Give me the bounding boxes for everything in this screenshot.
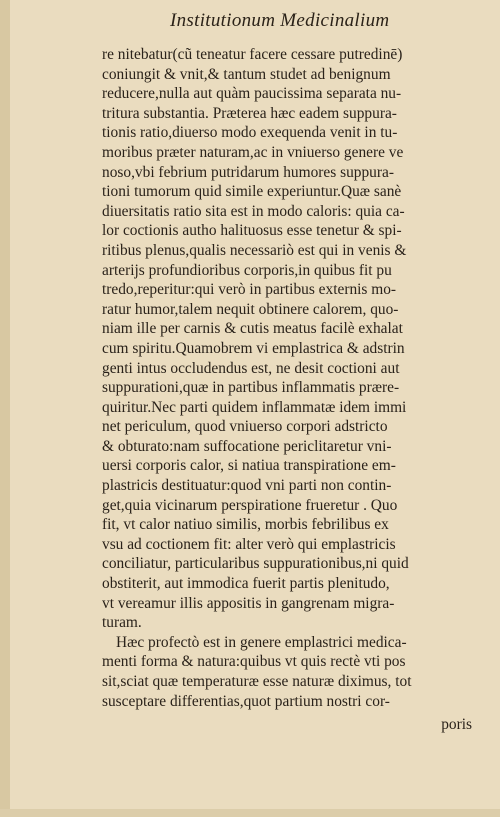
text-line: coniungit & vnit,& tantum studet ad benignum <box>102 65 391 83</box>
text-line: net periculum, quod vniuerso corpori adstricto <box>102 418 388 436</box>
text-line: tritura substantia. Præterea hæc eadem suppura- <box>102 104 397 122</box>
text-line: cum spiritu.Quamobrem vi emplastrica & adstrin <box>102 339 405 357</box>
text-line: & obturato:nam suffocatione periclitaretur vni- <box>102 437 392 455</box>
text-line: tredo,reperitur:qui verò in partibus externis mo- <box>102 281 397 299</box>
running-header: Institutionum Medicinalium <box>170 10 390 31</box>
text-line: diuersitatis ratio sita est in modo caloris: quia ca- <box>102 202 405 220</box>
text-line: menti forma & natura:quibus vt quis rectè vti pos <box>102 653 406 671</box>
text-line: reducere,nulla aut quàm paucissima separata nu- <box>102 85 402 103</box>
text-line: suppurationi,quæ in partibus inflammatis prære- <box>102 379 400 397</box>
text-line: quiritur.Nec parti quidem inflammatæ idem immi <box>102 398 407 416</box>
text-line: arterijs profundioribus corporis,in quibus fit pu <box>102 261 392 279</box>
text-line: sit,sciat quæ temperaturæ esse naturæ diximus, tot <box>102 673 412 690</box>
page-bottom-edge <box>0 809 500 817</box>
text-line: Hæc profectò est in genere emplastrici medica- <box>116 633 407 651</box>
text-line: plastricis destituatur:quod vni parti non contin- <box>102 477 392 495</box>
text-line: turam. <box>102 614 142 632</box>
text-line: fit, vt calor natiuo similis, morbis febrilibus ex <box>102 516 389 534</box>
text-line: genti intus occludendus est, ne desit coctioni aut <box>102 359 400 377</box>
text-line: susceptare differentias,quot partium nostri cor- <box>102 692 390 710</box>
text-line: vt vereamur illis appositis in gangrenam migra- <box>102 594 395 612</box>
catchword: poris <box>441 716 472 733</box>
text-line: re nitebatur(cũ teneatur facere cessare putredinē) <box>102 46 403 63</box>
text-line: vsu ad coctionem fit: alter verò qui emplastricis <box>102 535 396 553</box>
text-line: noso,vbi febrium putridarum humores suppura- <box>102 163 394 181</box>
body-text <box>102 45 472 711</box>
text-line: lor coctionis autho halituosus esse tenetur & spi- <box>102 222 402 240</box>
page-gutter-shadow <box>0 0 10 817</box>
text-line: niam ille per carnis & cutis meatus facilè exhalat <box>102 320 403 338</box>
text-line: tionis ratio,diuerso modo exequenda venit in tu- <box>102 124 398 142</box>
text-line: moribus præter naturam,ac in vniuerso genere ve <box>102 143 404 161</box>
text-line: ratur humor,talem nequit obtinere calorem, quo- <box>102 300 399 318</box>
text-line: obstiterit, aut immodica fuerit partis plenitudo, <box>102 575 390 593</box>
text-line: get,quia vicinarum perspiratione frueretur . Quo <box>102 496 398 514</box>
text-line: conciliatur, particularibus suppurationibus,ni quid <box>102 555 409 573</box>
text-line: uersi corporis calor, si natiua transpiratione em- <box>102 457 396 475</box>
text-line: ritibus plenus,qualis necessariò est qui in venis & <box>102 241 407 259</box>
text-line: tioni tumorum quid simile experiuntur.Quæ sanè <box>102 183 402 201</box>
